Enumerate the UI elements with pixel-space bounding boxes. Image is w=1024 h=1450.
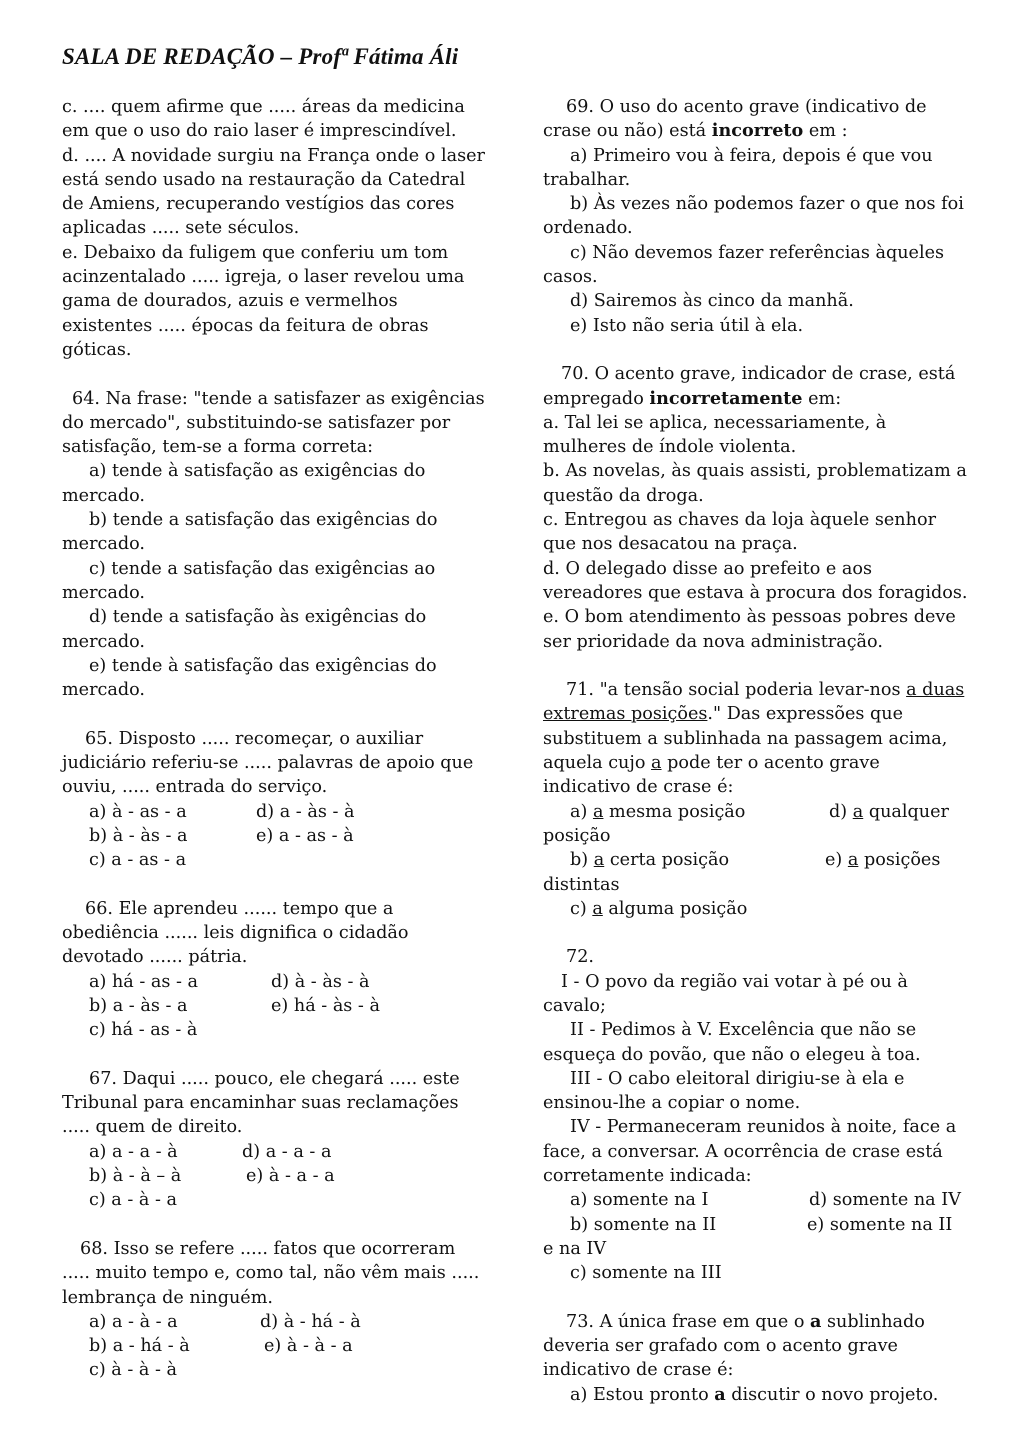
q68-option-e: e) à - à - a	[264, 1336, 353, 1357]
q64-option-b: b) tende a satisfação das exigências do mercado.	[62, 510, 438, 555]
q71-row-2	[543, 848, 968, 897]
q65-option-b: b) à - às - a	[89, 825, 188, 846]
q66-option-d: d) à - às - à	[271, 971, 370, 992]
q69-option-a: a) Primeiro vou à feira, depois é que vou trabalhar.	[543, 145, 933, 190]
q68-option-a: a) a - à - a	[89, 1311, 178, 1332]
q71-stem: 71. "a tensão social poderia levar-nos a duas extremas posições." Das expressões que substituem a sublinhada na passagem acima, aquela cujo a pode ter o acento grave indicativo de crase é:	[543, 680, 965, 798]
q69-stem-bold: incorreto	[711, 120, 804, 142]
q64-option-e: e) tende à satisfação das exigências do mercado.	[62, 655, 437, 701]
q68-option-c: c) à - à - à	[89, 1360, 178, 1381]
q72-option-b: b) somente na II	[570, 1214, 717, 1235]
q67-row-1	[62, 1140, 487, 1164]
q70-stem-bold: incorretamente	[649, 387, 803, 409]
q70-stem: 70. O acento grave, indicador de crase, está empregado incorretamente em:	[543, 364, 956, 409]
q66-option-b: b) a - às - a	[89, 995, 188, 1016]
q68-stem: 68. Isso se refere ..... fatos que ocorreram ..... muito tempo e, como tal, não vêm mais ..... lembrança de ninguém.	[62, 1238, 480, 1308]
q71-option-e: e) a posições distintas	[543, 850, 941, 895]
right-column	[543, 95, 968, 1407]
q65-option-a: a) à - as - a	[89, 801, 187, 822]
q64-stem: 64. Na frase: "tende a satisfazer as exigências do mercado", substituindo-se satisfazer por satisfação, tem-se a forma correta:	[62, 388, 485, 458]
q65-option-d: d) a - às - à	[256, 801, 355, 822]
q66-stem: 66. Ele aprendeu ...... tempo que a obediência ...... leis dignifica o cidadão devotado ...... pátria.	[62, 898, 409, 968]
q66-row-2	[62, 994, 487, 1018]
q69-option-d: d) Sairemos às cinco da manhã.	[570, 291, 854, 312]
q67-option-e: e) à - a - a	[246, 1166, 335, 1187]
q63-option-d: d. .... A novidade surgiu na França onde o laser está sendo usado na restauração da Catedral de Amiens, recuperando vestígios das cores aplicadas ..... sete séculos.	[62, 145, 485, 239]
left-column	[62, 95, 487, 1383]
q65-row-3	[62, 848, 487, 872]
q70-option-a: a. Tal lei se aplica, necessariamente, à mulheres de índole violenta.	[543, 412, 887, 458]
q72-item-i: I - O povo da região vai votar à pé ou à cavalo;	[543, 971, 908, 1016]
q71-option-a: a) a mesma posição	[570, 801, 746, 822]
q67-option-b: b) à - à – à	[89, 1166, 182, 1187]
q72-option-a: a) somente na I	[570, 1190, 709, 1211]
q69-stem: 69. O uso do acento grave (indicativo de crase ou não) está incorreto em :	[543, 97, 927, 142]
q71-row-1	[543, 800, 968, 849]
q67-row-3	[62, 1188, 487, 1212]
q70-option-e: e. O bom atendimento às pessoas pobres deve ser prioridade da nova administração.	[543, 607, 956, 652]
q72-option-c: c) somente na III	[570, 1263, 722, 1284]
q65-row-1	[62, 800, 487, 824]
q73-option-a: a) Estou pronto a discutir o novo projeto.	[570, 1383, 939, 1405]
q72-option-e: e) somente na II e na IV	[543, 1214, 953, 1259]
q66-row-1	[62, 970, 487, 994]
q72-row-1	[543, 1188, 968, 1212]
q71-option-c: c) a alguma posição	[570, 898, 748, 919]
q66-row-3	[62, 1018, 487, 1042]
q70-option-b: b. As novelas, às quais assisti, problematizam a questão da droga.	[543, 461, 967, 506]
q63-option-c: c. .... quem afirme que ..... áreas da medicina em que o uso do raio laser é imprescindível.	[62, 97, 465, 142]
q70-option-d: d. O delegado disse ao prefeito e aos vereadores que estava à procura dos foragidos.	[543, 558, 968, 603]
q72-number: 72.	[566, 947, 594, 968]
q65-stem: 65. Disposto ..... recomeçar, o auxiliar judiciário referiu-se ..... palavras de apoio que ouviu, ..... entrada do serviço.	[62, 728, 474, 798]
q68-option-d: d) à - há - à	[260, 1311, 361, 1332]
q65-option-c: c) a - as - a	[89, 850, 187, 871]
q66-option-c: c) há - as - à	[89, 1020, 198, 1041]
q69-option-c: c) Não devemos fazer referências àqueles casos.	[543, 242, 945, 288]
q72-option-d: d) somente na IV	[809, 1190, 961, 1211]
q66-option-a: a) há - as - a	[89, 971, 199, 992]
q67-option-a: a) a - a - à	[89, 1141, 178, 1162]
q72-item-ii: II - Pedimos à V. Excelência que não se esqueça do povão, que não o elegeu à toa.	[543, 1020, 921, 1065]
q69-option-b: b) Às vezes não podemos fazer o que nos foi ordenado.	[543, 194, 964, 239]
page-title: SALA DE REDAÇÃO – Profª Fátima Áli	[62, 44, 459, 69]
q67-option-d: d) a - a - a	[242, 1141, 332, 1162]
q68-row-1	[62, 1310, 487, 1334]
q67-row-2	[62, 1164, 487, 1188]
q71-option-d: d) a qualquer posição	[543, 801, 949, 846]
q64-option-c: c) tende a satisfação das exigências ao mercado.	[62, 558, 436, 603]
q65-row-2	[62, 824, 487, 848]
q71-option-b: b) a certa posição	[570, 850, 730, 871]
q71-underlined-phrase: a duas extremas posições	[543, 680, 965, 725]
q67-stem: 67. Daqui ..... pouco, ele chegará ..... este Tribunal para encaminhar suas reclamações ..... quem de direito.	[62, 1068, 460, 1138]
q72-row-2	[543, 1213, 968, 1262]
q68-option-b: b) a - há - à	[89, 1336, 190, 1357]
q68-row-2	[62, 1334, 487, 1358]
q64-option-a: a) tende à satisfação as exigências do mercado.	[62, 461, 426, 506]
q64-option-d: d) tende a satisfação às exigências do mercado.	[62, 607, 427, 652]
q63-option-e: e. Debaixo da fuligem que conferiu um tom acinzentalado ..... igreja, o laser revelou uma gama de dourados, azuis e vermelhos existentes ..... épocas da feitura de obras góticas.	[62, 242, 465, 360]
q70-option-c: c. Entregou as chaves da loja àquele senhor que nos desacatou na praça.	[543, 510, 936, 555]
q68-row-3	[62, 1358, 487, 1382]
q72-item-iv: IV - Permaneceram reunidos à noite, face a face, a conversar. A ocorrência de crase está corretamente indicada:	[543, 1117, 957, 1187]
q69-option-e: e) Isto não seria útil à ela.	[570, 315, 804, 336]
q67-option-c: c) a - à - a	[89, 1190, 178, 1211]
q73-stem: 73. A única frase em que o a sublinhado deveria ser grafado com o acento grave indicativo de crase é:	[543, 1310, 925, 1381]
q66-option-e: e) há - às - à	[271, 995, 380, 1016]
q72-item-iii: III - O cabo eleitoral dirigiu-se à ela e ensinou-lhe a copiar o nome.	[543, 1068, 905, 1114]
q65-option-e: e) a - as - à	[256, 825, 354, 846]
